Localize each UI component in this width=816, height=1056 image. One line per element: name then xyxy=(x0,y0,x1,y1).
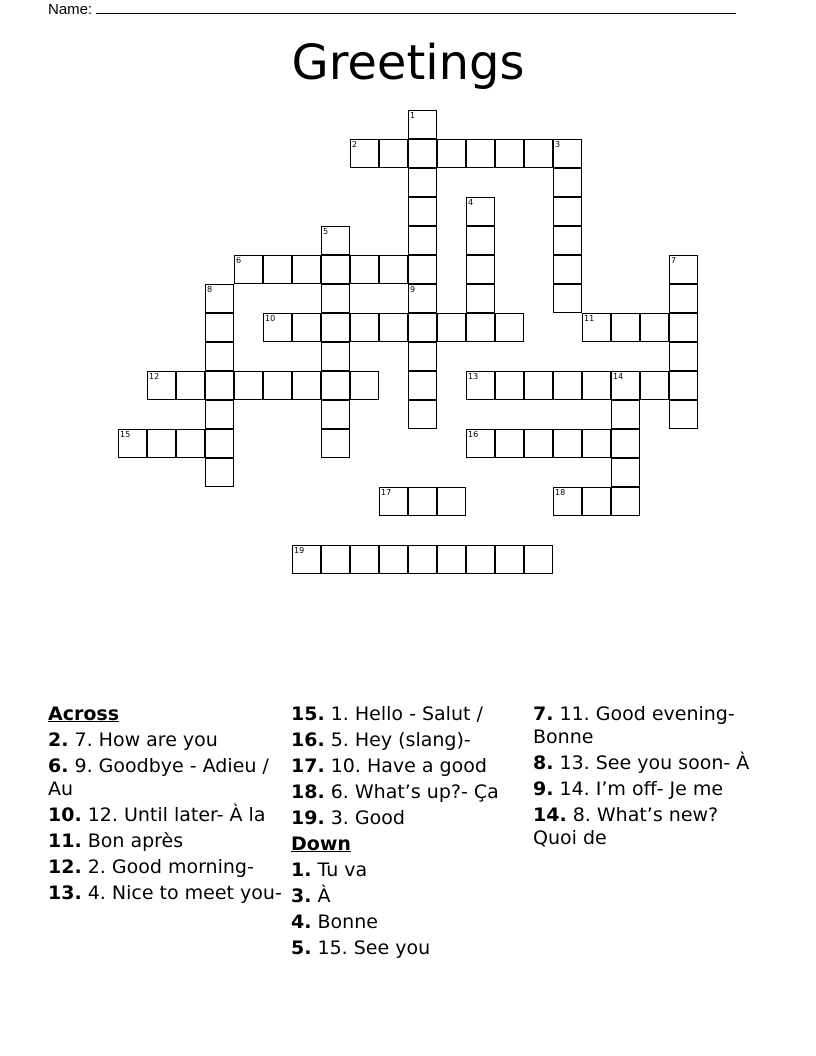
grid-cell[interactable] xyxy=(437,313,466,342)
cell-number: 13 xyxy=(468,372,479,381)
across-clue xyxy=(291,703,526,726)
clue-text: 6. What’s up?- Ça xyxy=(324,781,499,803)
grid-cell[interactable] xyxy=(640,313,669,342)
grid-cell[interactable] xyxy=(466,313,495,342)
cell-number: 19 xyxy=(294,546,305,555)
clue-number: 8. xyxy=(533,752,554,774)
grid-cell[interactable] xyxy=(205,371,234,400)
cell-number: 18 xyxy=(555,488,566,497)
cell-number: 16 xyxy=(468,430,479,439)
clue-number: 19. xyxy=(291,807,325,829)
clue-text: 9. Goodbye - Adieu / Au xyxy=(48,755,269,800)
across-clue xyxy=(291,729,526,752)
grid-cell[interactable] xyxy=(408,255,437,284)
clue-number: 7. xyxy=(533,703,554,725)
grid-cell[interactable] xyxy=(408,168,437,197)
name-label: Name: xyxy=(48,1,93,18)
grid-cell[interactable] xyxy=(466,371,495,400)
clue-number: 6. xyxy=(48,755,69,777)
grid-cell[interactable] xyxy=(524,139,553,168)
clue-text: 14. I’m off- Je me xyxy=(553,778,724,800)
clue-text: 7. How are you xyxy=(68,729,218,751)
grid-cell[interactable] xyxy=(350,313,379,342)
grid-cell[interactable] xyxy=(379,487,408,516)
clue-text: Bonne xyxy=(311,911,378,933)
grid-cell[interactable] xyxy=(495,139,524,168)
grid-cell[interactable] xyxy=(321,429,350,458)
across-clue xyxy=(291,755,526,778)
grid-cell[interactable] xyxy=(321,284,350,313)
across-clue xyxy=(291,807,526,830)
grid-cell[interactable] xyxy=(408,371,437,400)
down-heading: Down xyxy=(291,833,351,855)
clue-text: 12. Until later- À la xyxy=(81,804,266,826)
grid-cell[interactable] xyxy=(553,487,582,516)
grid-cell[interactable] xyxy=(379,139,408,168)
grid-cell[interactable] xyxy=(669,342,698,371)
grid-cell[interactable] xyxy=(582,429,611,458)
clue-number: 15. xyxy=(291,703,325,725)
down-clue xyxy=(533,778,768,801)
grid-cell[interactable] xyxy=(495,371,524,400)
grid-cell[interactable] xyxy=(205,342,234,371)
grid-cell[interactable] xyxy=(669,313,698,342)
grid-cell[interactable] xyxy=(466,255,495,284)
grid-cell[interactable] xyxy=(611,371,640,400)
clue-number: 12. xyxy=(48,856,82,878)
clue-text: 5. Hey (slang)- xyxy=(324,729,471,751)
grid-cell[interactable] xyxy=(611,487,640,516)
down-clue xyxy=(291,885,526,908)
grid-cell[interactable] xyxy=(176,429,205,458)
cell-number: 14 xyxy=(613,372,624,381)
grid-cell[interactable] xyxy=(350,139,379,168)
grid-cell[interactable] xyxy=(408,487,437,516)
grid-cell[interactable] xyxy=(669,284,698,313)
across-clue xyxy=(48,729,283,752)
across-clue xyxy=(291,781,526,804)
grid-cell[interactable] xyxy=(553,255,582,284)
down-clue xyxy=(533,804,768,850)
grid-cell[interactable] xyxy=(321,342,350,371)
grid-cell[interactable] xyxy=(408,284,437,313)
grid-cell[interactable] xyxy=(408,197,437,226)
across-clue xyxy=(48,882,283,905)
grid-cell[interactable] xyxy=(437,487,466,516)
grid-cell[interactable] xyxy=(379,545,408,574)
clue-number: 4. xyxy=(291,911,312,933)
grid-cell[interactable] xyxy=(669,400,698,429)
grid-cell[interactable] xyxy=(408,139,437,168)
clue-text: Bon après xyxy=(81,830,184,852)
grid-cell[interactable] xyxy=(321,545,350,574)
across-heading: Across xyxy=(48,703,120,725)
cell-number: 8 xyxy=(207,285,213,294)
across-clue xyxy=(48,856,283,879)
grid-cell[interactable] xyxy=(408,342,437,371)
grid-cell[interactable] xyxy=(147,429,176,458)
grid-cell[interactable] xyxy=(611,429,640,458)
grid-cell[interactable] xyxy=(292,313,321,342)
grid-cell[interactable] xyxy=(553,371,582,400)
grid-cell[interactable] xyxy=(234,371,263,400)
grid-cell[interactable] xyxy=(321,255,350,284)
grid-cell[interactable] xyxy=(553,168,582,197)
clue-text: 13. See you soon- À xyxy=(553,752,750,774)
grid-cell[interactable] xyxy=(205,284,234,313)
clue-text: 2. Good morning- xyxy=(81,856,254,878)
clue-text: Tu va xyxy=(311,859,368,881)
grid-cell[interactable] xyxy=(321,313,350,342)
grid-cell[interactable] xyxy=(466,284,495,313)
grid-cell[interactable] xyxy=(466,545,495,574)
grid-cell[interactable] xyxy=(437,545,466,574)
grid-cell[interactable] xyxy=(147,371,176,400)
grid-cell[interactable] xyxy=(466,139,495,168)
grid-cell[interactable] xyxy=(234,255,263,284)
grid-cell[interactable] xyxy=(466,226,495,255)
grid-cell[interactable] xyxy=(292,255,321,284)
grid-cell[interactable] xyxy=(640,371,669,400)
clue-text: 15. See you xyxy=(311,937,431,959)
grid-cell[interactable] xyxy=(495,313,524,342)
grid-cell[interactable] xyxy=(350,545,379,574)
page-title: Greetings xyxy=(291,35,525,91)
grid-cell[interactable] xyxy=(263,313,292,342)
cell-number: 17 xyxy=(381,488,392,497)
clue-text: 1. Hello - Salut / xyxy=(324,703,483,725)
grid-cell[interactable] xyxy=(350,371,379,400)
grid-cell[interactable] xyxy=(582,487,611,516)
cell-number: 2 xyxy=(352,140,358,149)
grid-cell[interactable] xyxy=(379,255,408,284)
grid-cell[interactable] xyxy=(495,545,524,574)
grid-cell[interactable] xyxy=(379,313,408,342)
clue-number: 18. xyxy=(291,781,325,803)
grid-cell[interactable] xyxy=(669,371,698,400)
clue-number: 11. xyxy=(48,830,82,852)
clue-text: 4. Nice to meet you- xyxy=(81,882,282,904)
down-clue xyxy=(533,703,768,749)
clue-number: 2. xyxy=(48,729,69,751)
grid-cell[interactable] xyxy=(466,429,495,458)
clue-text: 10. Have a good xyxy=(324,755,487,777)
grid-cell[interactable] xyxy=(321,371,350,400)
grid-cell[interactable] xyxy=(611,458,640,487)
grid-cell[interactable] xyxy=(408,313,437,342)
across-clue xyxy=(48,755,283,801)
grid-cell[interactable] xyxy=(553,139,582,168)
grid-cell[interactable] xyxy=(437,139,466,168)
clue-number: 16. xyxy=(291,729,325,751)
cell-number: 9 xyxy=(410,285,416,294)
grid-cell[interactable] xyxy=(408,226,437,255)
grid-cell[interactable] xyxy=(205,400,234,429)
clue-number: 5. xyxy=(291,937,312,959)
grid-cell[interactable] xyxy=(466,197,495,226)
grid-cell[interactable] xyxy=(582,313,611,342)
cell-number: 4 xyxy=(468,198,474,207)
grid-cell[interactable] xyxy=(205,429,234,458)
clue-number: 9. xyxy=(533,778,554,800)
cell-number: 11 xyxy=(584,314,595,323)
grid-cell[interactable] xyxy=(292,371,321,400)
grid-cell[interactable] xyxy=(321,400,350,429)
cell-number: 6 xyxy=(236,256,242,265)
clue-number: 13. xyxy=(48,882,82,904)
grid-cell[interactable] xyxy=(582,371,611,400)
grid-cell[interactable] xyxy=(553,284,582,313)
grid-cell[interactable] xyxy=(611,313,640,342)
clue-text: 8. What’s new? Quoi de xyxy=(533,804,719,849)
cell-number: 1 xyxy=(410,111,416,120)
grid-cell[interactable] xyxy=(350,255,379,284)
clue-number: 14. xyxy=(533,804,567,826)
clue-text: 11. Good evening- Bonne xyxy=(533,703,735,748)
grid-cell[interactable] xyxy=(408,400,437,429)
across-clue xyxy=(48,804,283,827)
clue-number: 17. xyxy=(291,755,325,777)
grid-cell[interactable] xyxy=(495,429,524,458)
grid-cell[interactable] xyxy=(321,226,350,255)
clues-column-2 xyxy=(291,703,526,963)
grid-cell[interactable] xyxy=(408,110,437,139)
grid-cell[interactable] xyxy=(176,371,205,400)
grid-cell[interactable] xyxy=(611,400,640,429)
grid-cell[interactable] xyxy=(263,255,292,284)
down-clue xyxy=(291,911,526,934)
grid-cell[interactable] xyxy=(408,545,437,574)
cell-number: 3 xyxy=(555,140,561,149)
grid-cell[interactable] xyxy=(524,429,553,458)
down-clue xyxy=(533,752,768,775)
clue-number: 10. xyxy=(48,804,82,826)
grid-cell[interactable] xyxy=(524,545,553,574)
cell-number: 15 xyxy=(120,430,131,439)
cell-number: 10 xyxy=(265,314,276,323)
grid-cell[interactable] xyxy=(118,429,147,458)
cell-number: 12 xyxy=(149,372,160,381)
down-clue xyxy=(291,859,526,882)
cell-number: 5 xyxy=(323,227,329,236)
clue-number: 1. xyxy=(291,859,312,881)
clues-column-3 xyxy=(533,703,768,853)
down-clue xyxy=(291,937,526,960)
grid-cell[interactable] xyxy=(553,429,582,458)
grid-cell[interactable] xyxy=(263,371,292,400)
clue-text: 3. Good xyxy=(324,807,405,829)
grid-cell[interactable] xyxy=(669,255,698,284)
grid-cell[interactable] xyxy=(553,226,582,255)
across-clue xyxy=(48,830,283,853)
clue-number: 3. xyxy=(291,885,312,907)
grid-cell[interactable] xyxy=(205,458,234,487)
cell-number: 7 xyxy=(671,256,677,265)
grid-cell[interactable] xyxy=(292,545,321,574)
grid-cell[interactable] xyxy=(524,371,553,400)
grid-cell[interactable] xyxy=(205,313,234,342)
clues-column-1 xyxy=(48,703,283,908)
grid-cell[interactable] xyxy=(553,197,582,226)
clue-text: À xyxy=(311,885,331,907)
